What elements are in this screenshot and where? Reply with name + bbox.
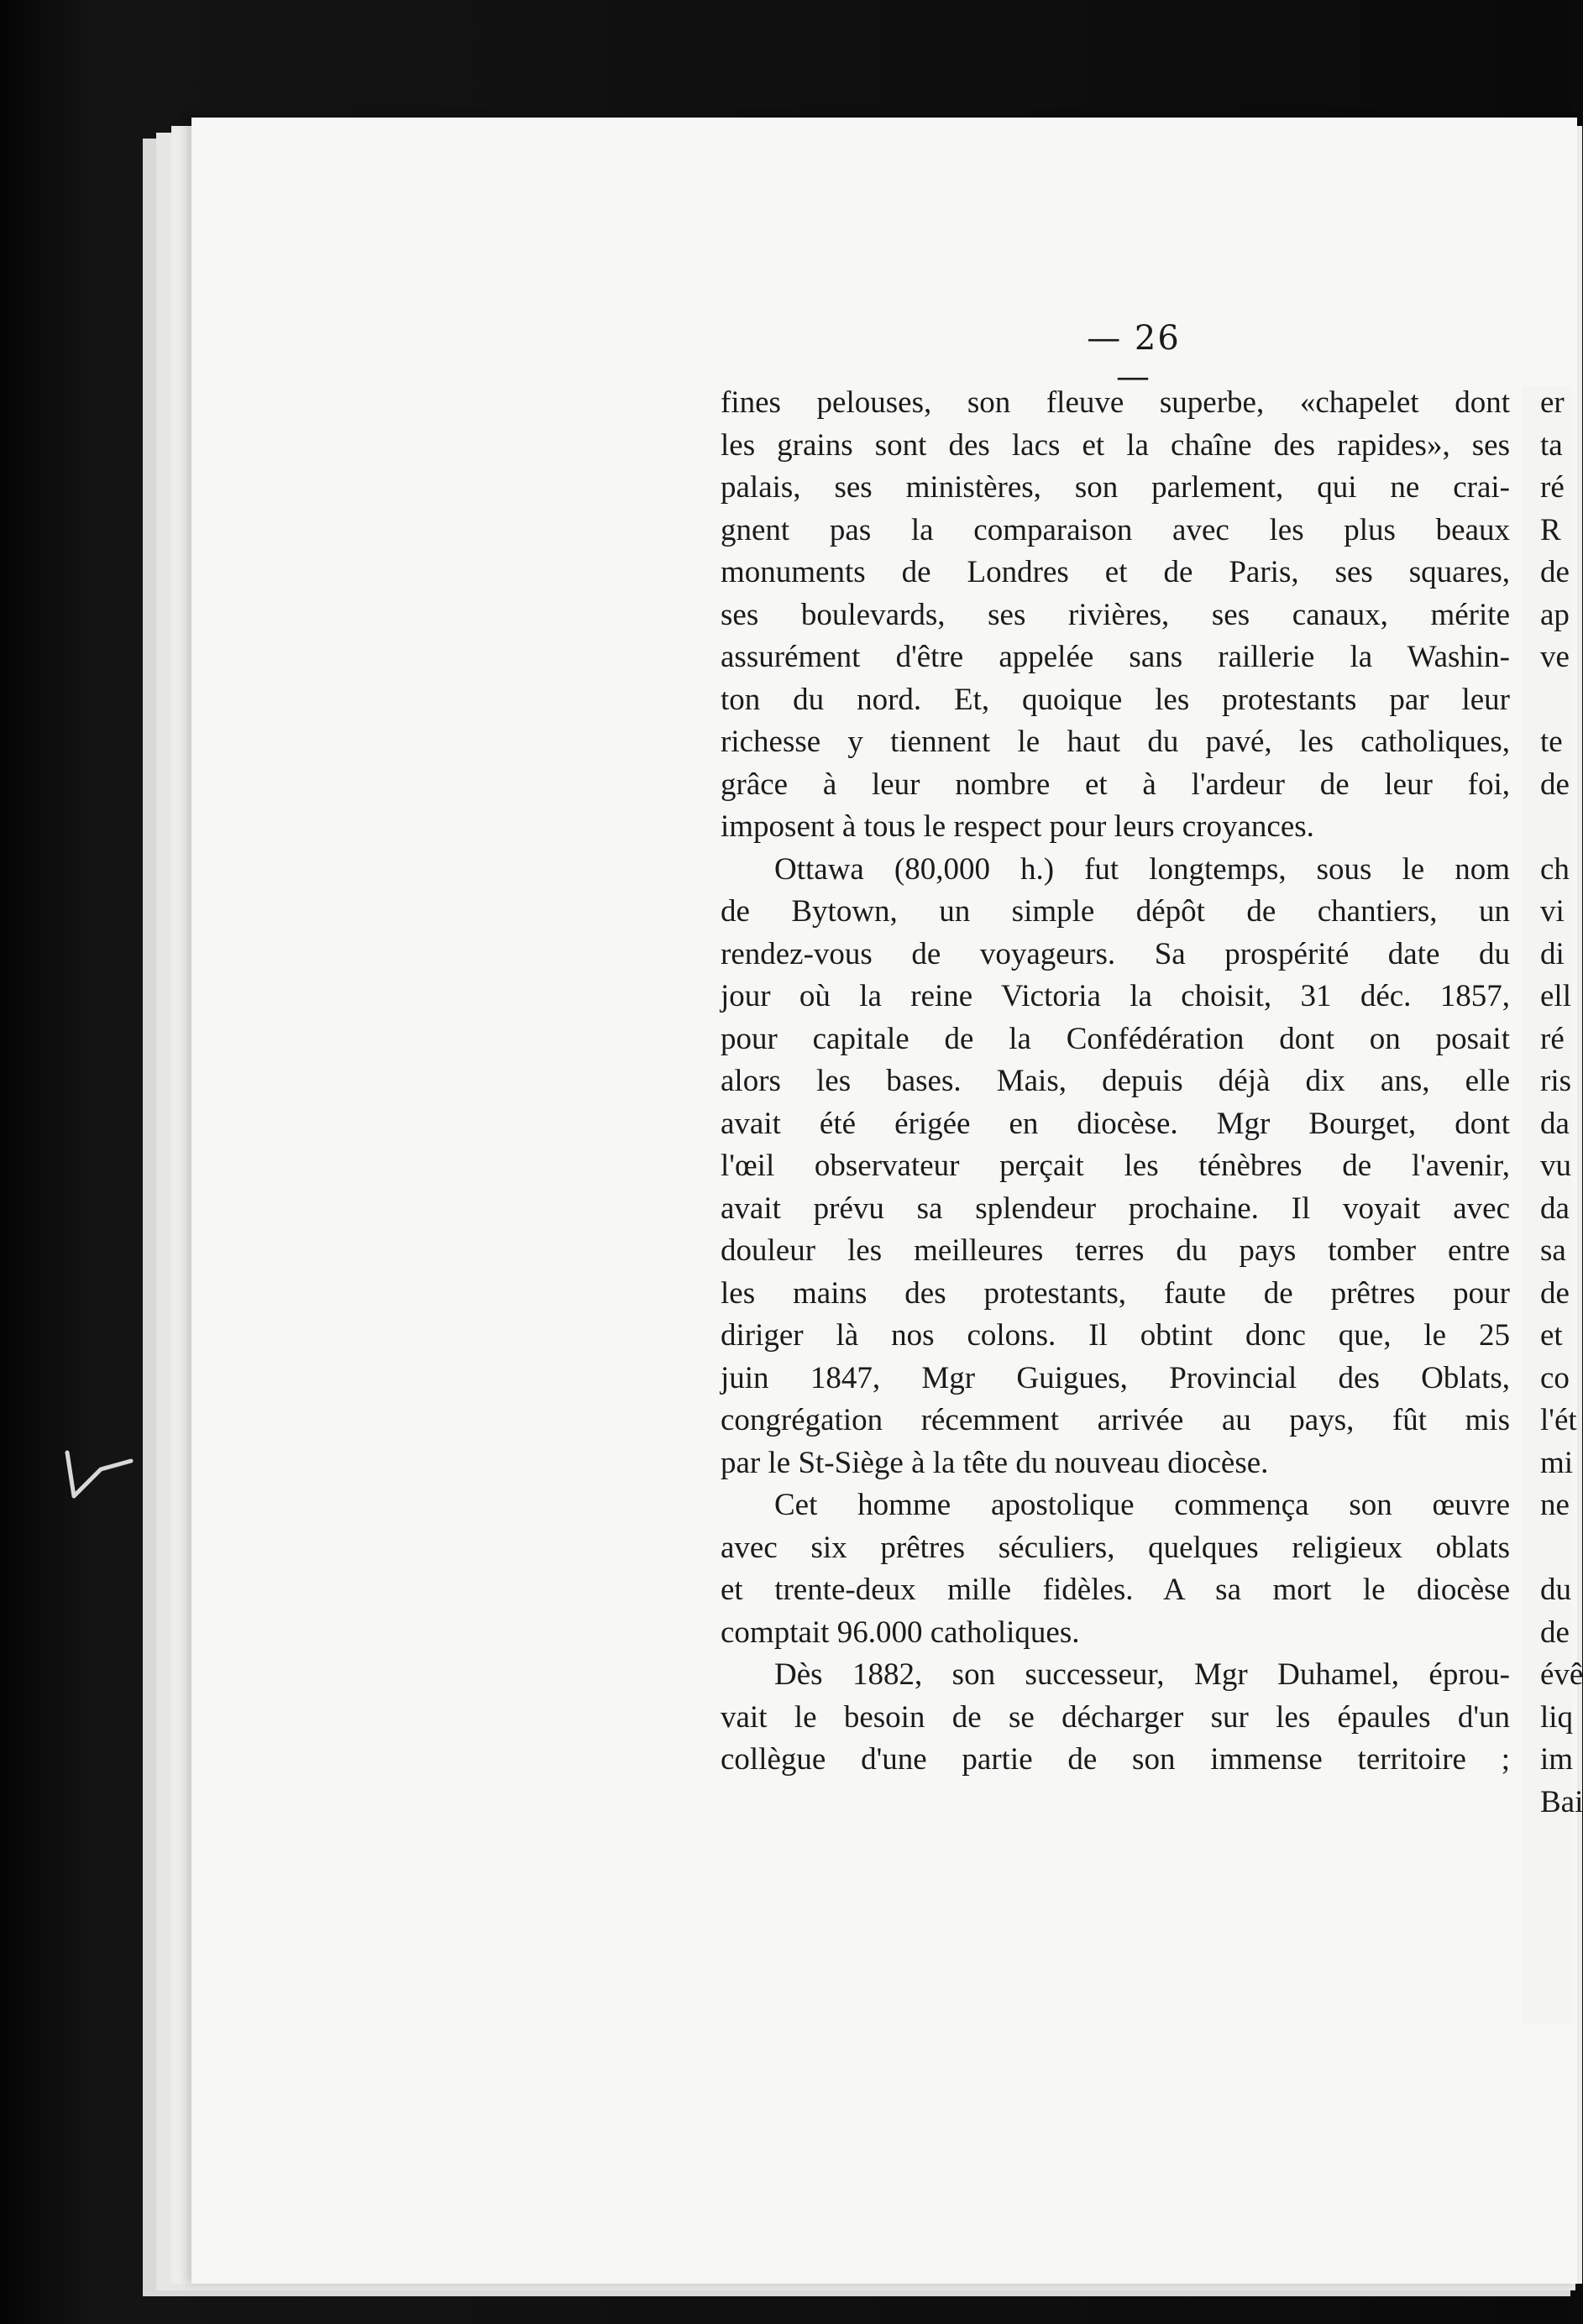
ink-mark — [50, 1444, 143, 1511]
facing-page-fragment: ell — [1540, 979, 1571, 1013]
facing-page-fragment — [1540, 1527, 1574, 1570]
facing-page-fragment: évê — [1540, 1657, 1583, 1692]
facing-page-fragment: l'ét — [1540, 1403, 1577, 1437]
text-line: rendez-vous de voyageurs. Sa prospérité date du — [721, 936, 1510, 971]
text-line: congrégation récemment arrivée au pays, fût mis — [721, 1403, 1510, 1437]
facing-page-fragment: ris — [1540, 1064, 1571, 1098]
text-line: par le St-Siège à la tête du nouveau diocèse. — [721, 1445, 1269, 1480]
facing-page-fragment: et — [1540, 1318, 1563, 1353]
facing-page-fragment: te — [1540, 725, 1563, 759]
text-line: les mains des protestants, faute de prêtres pour — [721, 1275, 1510, 1311]
facing-page-fragment: im — [1540, 1742, 1574, 1777]
facing-page-fragment — [1540, 806, 1574, 849]
text-line: vait le besoin de se décharger sur les épaules d'un — [721, 1699, 1510, 1735]
text-line: palais, ses ministères, son parlement, qui ne crai- — [721, 470, 1510, 505]
text-line: ses boulevards, ses rivières, ses canaux, mérite — [721, 597, 1510, 632]
text-line: douleur les meilleures terres du pays tomber entre — [721, 1233, 1510, 1268]
text-line: juin 1847, Mgr Guigues, Provincial des Oblats, — [721, 1360, 1510, 1395]
text-line: collègue d'une partie de son immense territoire ; — [721, 1742, 1510, 1777]
text-line: imposent à tous le respect pour leurs croyances. — [721, 809, 1314, 844]
facing-page-fragment: da — [1540, 1106, 1570, 1141]
facing-page-fragment: ne — [1540, 1488, 1570, 1522]
text-line: les grains sont des lacs et la chaîne des rapides», ses — [721, 427, 1510, 463]
facing-page-fragment: vu — [1540, 1149, 1571, 1183]
facing-page-fragment — [1540, 679, 1574, 722]
facing-page-fragment: de — [1540, 555, 1570, 589]
text-line: diriger là nos colons. Il obtint donc que, le 25 — [721, 1318, 1510, 1353]
text-line: et trente-deux mille fidèles. A sa mort le diocèse — [721, 1573, 1510, 1607]
facing-page-fragment: ch — [1540, 851, 1570, 887]
facing-page-fragment: ve — [1540, 640, 1570, 674]
facing-page-fragment: di — [1540, 936, 1565, 971]
text-line: ton du nord. Et, quoique les protestants par leur — [721, 682, 1510, 717]
facing-page-fragment: ap — [1540, 597, 1570, 632]
text-line: avec six prêtres séculiers, quelques religieux oblats — [721, 1530, 1510, 1565]
text-line: richesse y tiennent le haut du pavé, les catholiques, — [721, 725, 1510, 759]
facing-page-fragment: du — [1540, 1573, 1571, 1607]
text-line: fines pelouses, son fleuve superbe, «chapelet dont — [721, 385, 1510, 420]
text-line: assurément d'être appelée sans raillerie la Washin- — [721, 640, 1510, 674]
facing-page-fragment: sa — [1540, 1233, 1566, 1268]
page-number: — 26 — — [1087, 319, 1181, 396]
text-line: gnent pas la comparaison avec les plus beaux — [721, 512, 1510, 547]
text-line: l'œil observateur perçait les ténèbres de l'avenir, — [721, 1149, 1510, 1183]
facing-page-fragment: ta — [1540, 427, 1563, 463]
text-line: alors les bases. Mais, depuis déjà dix ans, elle — [721, 1064, 1510, 1098]
text-line: comptait 96.000 catholiques. — [721, 1615, 1080, 1650]
text-line: avait prévu sa splendeur prochaine. Il voyait avec — [721, 1191, 1510, 1226]
text-line: de Bytown, un simple dépôt de chantiers, un — [721, 894, 1510, 929]
text-line: Cet homme apostolique commença son œuvre — [774, 1488, 1510, 1522]
page-body-text — [721, 382, 1510, 1782]
text-line: monuments de Londres et de Paris, ses squares, — [721, 555, 1510, 589]
facing-page-fragment: R — [1540, 512, 1561, 547]
facing-page-fragment: mi — [1540, 1445, 1574, 1480]
facing-page-fragment: de — [1540, 1615, 1570, 1650]
text-line: Dès 1882, son successeur, Mgr Duhamel, éprou- — [774, 1657, 1510, 1692]
facing-page-fragment: co — [1540, 1360, 1570, 1395]
text-line: grâce à leur nombre et à l'ardeur de leur foi, — [721, 767, 1510, 802]
text-line: jour où la reine Victoria la choisit, 31 déc. 1857, — [721, 979, 1510, 1013]
facing-page-fragment: liq — [1540, 1699, 1574, 1735]
facing-page-fragment: de — [1540, 1275, 1570, 1311]
facing-page-fragment: ré — [1540, 1021, 1565, 1056]
text-line: Ottawa (80,000 h.) fut longtemps, sous le nom — [774, 851, 1510, 887]
facing-page-fragment: er — [1540, 385, 1565, 420]
text-line: avait été érigée en diocèse. Mgr Bourget, dont — [721, 1106, 1510, 1141]
text-line: pour capitale de la Confédération dont on posait — [721, 1021, 1510, 1056]
facing-page-fragment: da — [1540, 1191, 1570, 1226]
facing-page-fragment: de — [1540, 767, 1570, 802]
facing-page-fragments — [1540, 382, 1583, 1824]
facing-page-fragment: vi — [1540, 894, 1565, 929]
facing-page-fragment: Bai — [1540, 1784, 1583, 1819]
facing-page-fragment: ré — [1540, 470, 1565, 505]
